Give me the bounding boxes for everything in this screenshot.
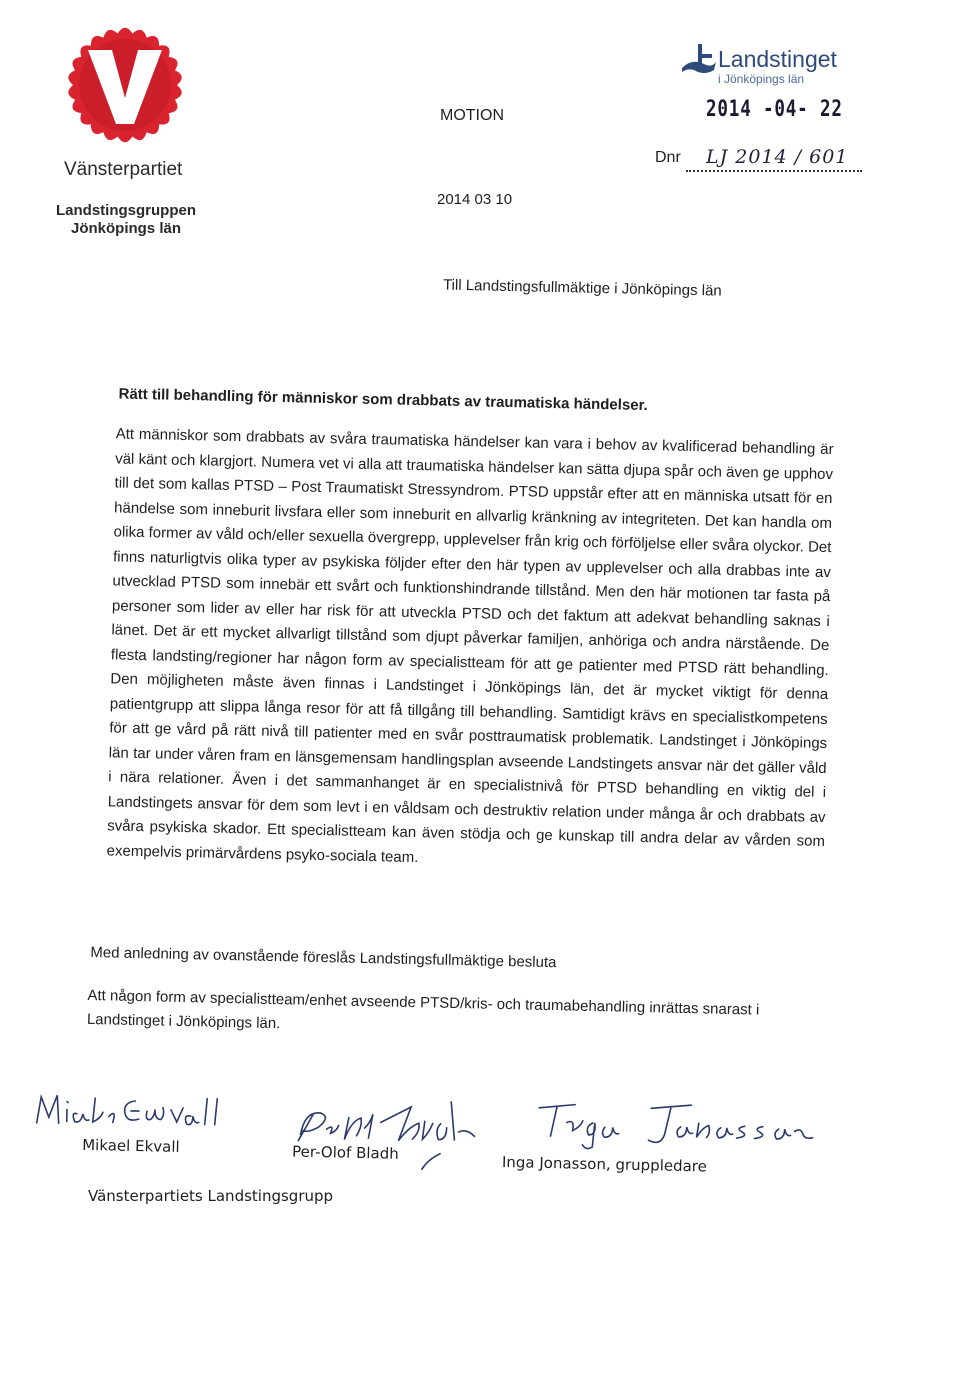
document-type: MOTION (440, 107, 504, 124)
subject-heading: Rätt till behandling för människor som drabbats av traumatiska händelser. (118, 385, 648, 415)
proposal-text: Att någon form av specialistteam/enhet avseende PTSD/kris- och traumabehandling inrättas snarast i Landstinget i Jönköpings län. (86, 986, 760, 1033)
signer-name-2: Per-Olof Bladh (291, 1142, 399, 1163)
party-group-region: Jönköpings län (70, 220, 181, 237)
received-date-stamp: 2014 -04- 22 (706, 97, 843, 122)
receiver-org-name: Landstinget (718, 46, 837, 72)
signer-name-3: Inga Jonasson, gruppledare (501, 1153, 708, 1176)
signature-mikael-ekvall-icon (30, 1087, 251, 1142)
party-name: Vänsterpartiet (64, 159, 183, 180)
group-signature: Vänsterpartiets Landstingsgrupp (88, 1187, 334, 1205)
signer-name-1: Mikael Ekvall (82, 1135, 180, 1156)
proposal-intro: Med anledning av ovanstående föreslås Landstingsfullmäktige besluta (90, 943, 557, 972)
body-paragraph: Att människor som drabbats av svåra traumatiska händelser kan vara i behov av kvalificerad behandling är väl känt och klargjort. Numera vet vi alla att traumatiska händelser kan sätta djupa spår och även ge upphov till det som kallas PTSD – Post Traumatiskt Stressyndrom. PTSD uppstår efter att en människa utsatt för en händelse som inneburit livsfara eller som inneburit en allvarlig kränkning av integriteten. Det kan handla om olika former av våld och/eller sexuella övergrepp, upplevelser från krig och förföljelse eller svåra olyckor. Det finns naturligtvis olika typer av psykiska följder efter den här typen av upplevelser och alla drabbas inte av utvecklad PTSD som innebär ett svårt och funktionshindrande tillstånd. Men den här motionen tar fasta på personer som lider av eller har risk för att utveckla PTSD och det faktum att adekvat behandling saknas i länet. Det är ett mycket allvarligt tillstånd som djupt påverkar familjen, anhöriga och andra närstående. De flesta landsting/regioner har någon form av specialistteam för att ge patienter med PTSD rätt behandling. Den möjligheten måste även finnas i Landstinget i Jönköpings län, det är mycket viktigt för denna patientgrupp att slippa långa resor för att få tillgång till behandling. Samtidigt krävs en specialistkompetens för att ge vård på rätt nivå till patienter med en svår posttraumatisk problematik. Landstinget i Jönköpings län tar under våren fram en länsgemensam handlingsplan avseende Landstingets ansvar när det gäller våld i nära relationer. Även i det sammanhanget är en specialistnivå för PTSD behandling en viktig del i Landstingets ansvar för dem som levt i en våldsam och destruktiv relation under många år och drabbats av svåra psykiska skador. Ett specialistteam kan även stödja och ge kunskap till andra delar av vården som exempelvis primärvårdens psyko-sociala team. (106, 425, 834, 866)
dnr-value: LJ 2014 / 601 (706, 146, 849, 168)
dnr-label: Dnr (655, 149, 681, 166)
receiver-org-sub: i Jönköpings län (718, 72, 805, 86)
signature-inga-jonasson-icon (530, 1092, 821, 1158)
document-date: 2014 03 10 (437, 191, 513, 208)
party-group-line: Landstingsgruppen (56, 202, 196, 219)
recipient-line: Till Landstingsfullmäktige i Jönköpings län (442, 276, 722, 300)
